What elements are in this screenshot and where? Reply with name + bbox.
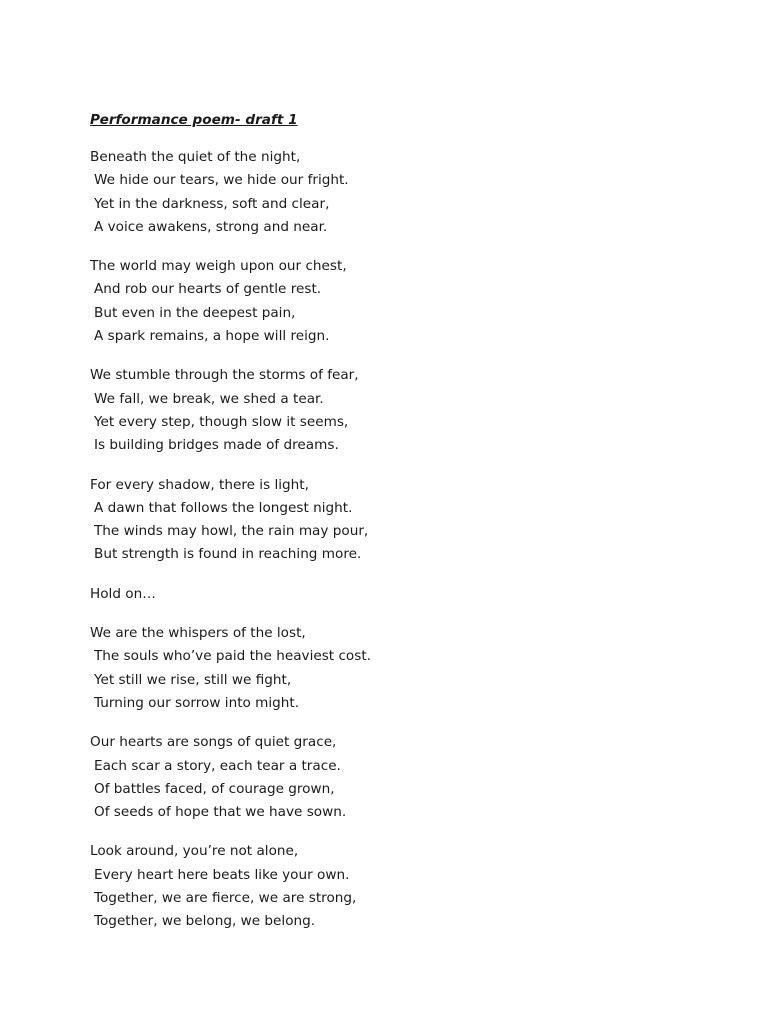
poem-line: Turning our sorrow into might. bbox=[94, 694, 300, 711]
poem-line: Of battles faced, of courage grown, bbox=[94, 780, 335, 797]
poem-line: We fall, we break, we shed a tear. bbox=[94, 390, 324, 407]
poem-line: Beneath the quiet of the night, bbox=[90, 149, 301, 165]
poem-line: But even in the deepest pain, bbox=[94, 304, 296, 321]
poem-line: The souls who’ve paid the heaviest cost. bbox=[94, 648, 371, 665]
poem-line: Yet every step, though slow it seems, bbox=[94, 413, 349, 430]
stanza-8 bbox=[90, 840, 710, 933]
stanza-7 bbox=[90, 731, 710, 824]
poem-line: We are the whispers of the lost, bbox=[90, 625, 306, 642]
stanza-4 bbox=[90, 474, 710, 567]
poem-line: A voice awakens, strong and near. bbox=[94, 218, 328, 235]
poem-line: The winds may howl, the rain may pour, bbox=[94, 523, 369, 540]
poem-line: A spark remains, a hope will reign. bbox=[94, 328, 330, 345]
poem-title: Performance poem- draft 1 bbox=[90, 112, 298, 128]
stanza-5 bbox=[90, 583, 710, 606]
stanza-2 bbox=[90, 255, 710, 348]
poem-line: And rob our hearts of gentle rest. bbox=[94, 281, 322, 298]
poem-line: Yet in the darkness, soft and clear, bbox=[94, 195, 330, 212]
stanza-1 bbox=[90, 146, 710, 239]
poem-line: Yet still we rise, still we fight, bbox=[94, 671, 292, 688]
poem-line: Every heart here beats like your own. bbox=[94, 866, 350, 883]
poem-line: We stumble through the storms of fear, bbox=[90, 367, 359, 384]
poem-line: Is building bridges made of dreams. bbox=[94, 437, 339, 454]
poem-line: We hide our tears, we hide our fright. bbox=[94, 172, 349, 189]
poem-line: Look around, you’re not alone, bbox=[90, 843, 299, 860]
poem-page bbox=[90, 110, 710, 950]
poem-line: A dawn that follows the longest night. bbox=[94, 499, 353, 516]
poem-line: Our hearts are songs of quiet grace, bbox=[90, 734, 337, 751]
poem-line: The world may weigh upon our chest, bbox=[90, 258, 347, 275]
poem-line: Each scar a story, each tear a trace. bbox=[94, 757, 341, 774]
stanza-6 bbox=[90, 622, 710, 715]
poem-line: Together, we belong, we belong. bbox=[94, 913, 316, 930]
stanza-3 bbox=[90, 364, 710, 457]
poem-line: For every shadow, there is light, bbox=[90, 476, 309, 493]
poem-line: Of seeds of hope that we have sown. bbox=[94, 804, 347, 821]
poem-line: Together, we are fierce, we are strong, bbox=[94, 890, 357, 907]
poem-line: Hold on… bbox=[90, 585, 156, 602]
poem-line: But strength is found in reaching more. bbox=[94, 546, 362, 563]
